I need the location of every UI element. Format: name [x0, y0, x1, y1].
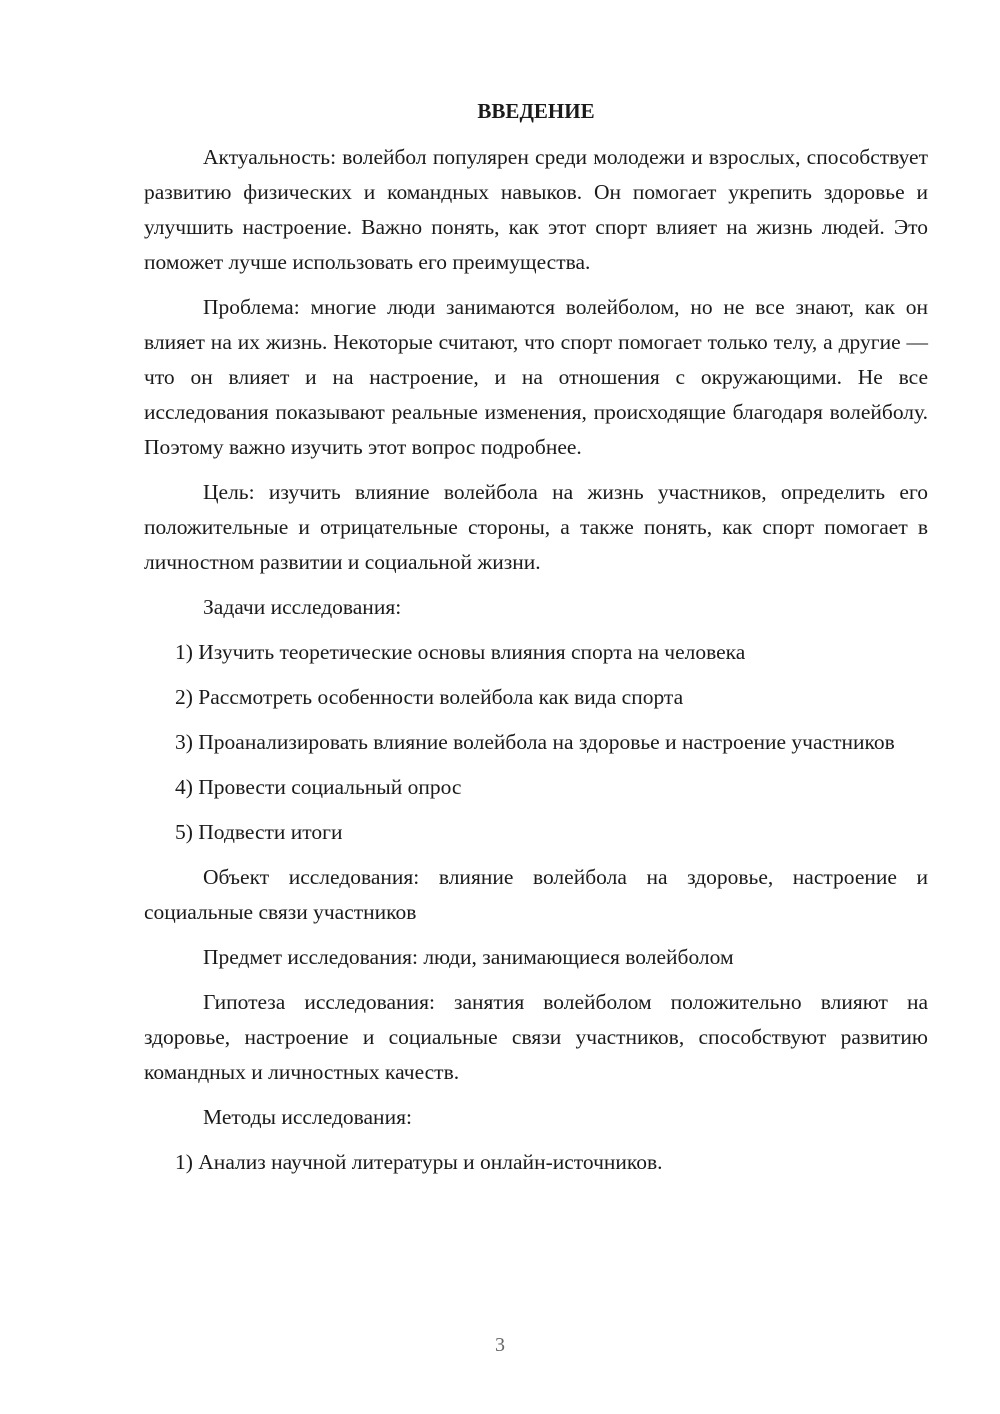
- methods-heading: Методы исследования:: [203, 1105, 412, 1129]
- subject-paragraph: Предмет исследования: люди, занимающиеся волейболом: [203, 945, 734, 969]
- hypothesis-paragraph: Гипотеза исследования: занятия волейболом положительно влияют на здоровье, настроение и социальные связи участников, способствуют развитию командных и личностных качеств.: [144, 990, 928, 1084]
- problem-paragraph: Проблема: многие люди занимаются волейболом, но не все знают, как он влияет на их жизнь. Некоторые считают, что спорт помогает только телу, а другие — что он влияет и на настроение, и на отношения с окружающими. Не все исследования показывают реальные изменения, происходящие благодаря волейболу. Поэтому важно изучить этот вопрос подробнее.: [144, 295, 928, 459]
- task-item: 1) Изучить теоретические основы влияния спорта на человека: [175, 640, 746, 664]
- section-title: ВВЕДЕНИЕ: [477, 99, 595, 123]
- goal-paragraph: Цель: изучить влияние волейбола на жизнь участников, определить его положительные и отрицательные стороны, а также понять, как спорт помогает в личностном развитии и социальной жизни.: [144, 480, 928, 574]
- tasks-heading: Задачи исследования:: [203, 595, 402, 619]
- task-item: 5) Подвести итоги: [175, 820, 343, 844]
- page-number: 3: [495, 1334, 505, 1356]
- task-item: 2) Рассмотреть особенности волейбола как вида спорта: [175, 685, 684, 709]
- document-page: [144, 96, 928, 1190]
- method-item: 1) Анализ научной литературы и онлайн-источников.: [175, 1150, 663, 1174]
- task-item: 3) Проанализировать влияние волейбола на здоровье и настроение участников: [175, 730, 895, 754]
- object-paragraph: Объект исследования: влияние волейбола на здоровье, настроение и социальные связи участников: [144, 865, 928, 924]
- relevance-paragraph: Актуальность: волейбол популярен среди молодежи и взрослых, способствует развитию физических и командных навыков. Он помогает укрепить здоровье и улучшить настроение. Важно понять, как этот спорт влияет на жизнь людей. Это поможет лучше использовать его преимущества.: [144, 145, 928, 274]
- task-item: 4) Провести социальный опрос: [175, 775, 462, 799]
